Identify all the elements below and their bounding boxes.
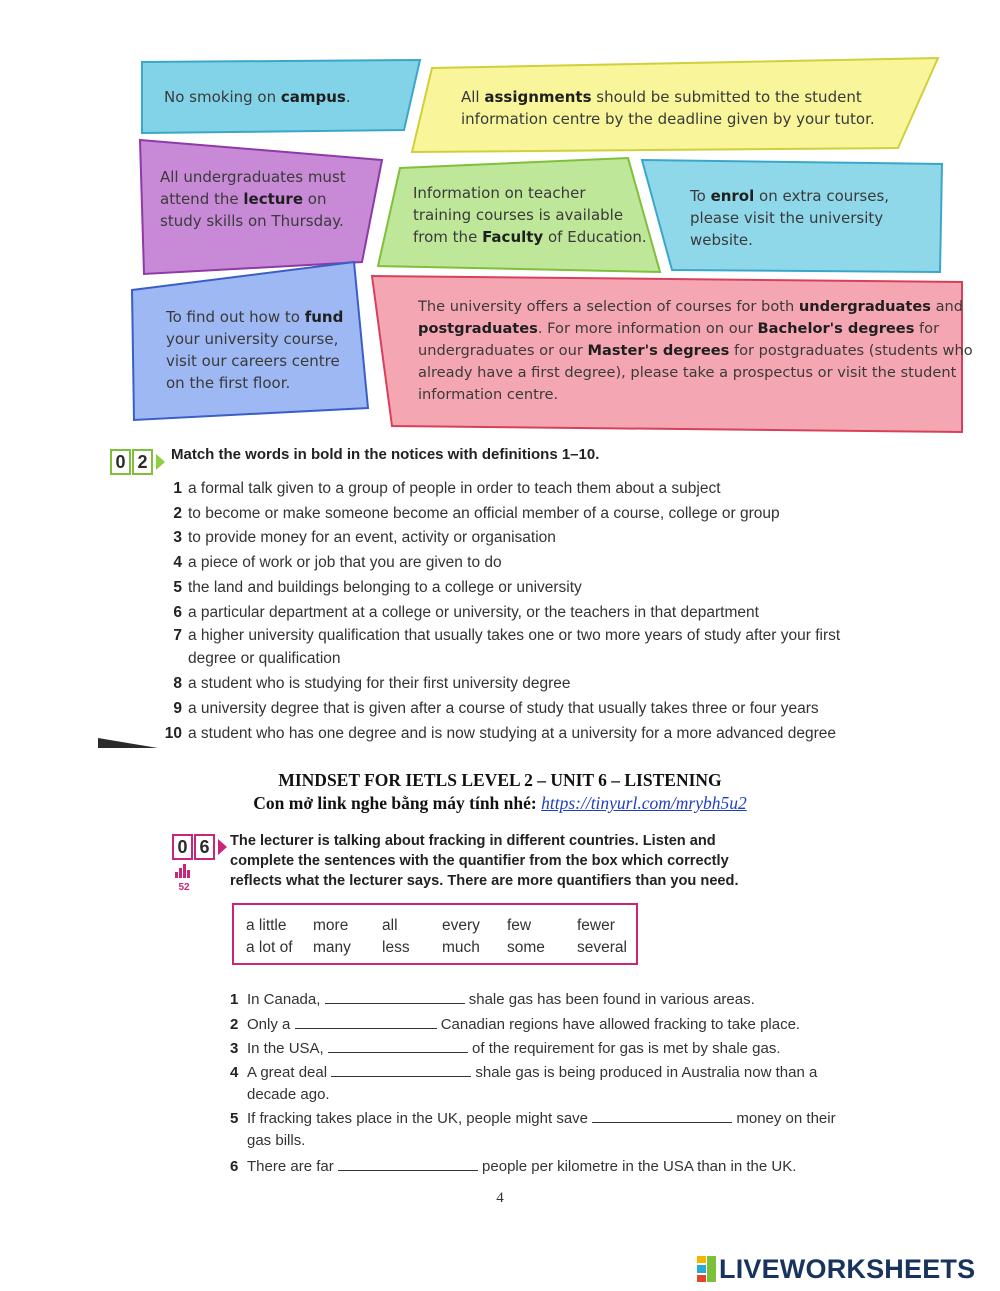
- bold-word: Bachelor's degrees: [757, 320, 915, 337]
- list-item: [164, 601, 924, 626]
- list-item: [164, 576, 924, 601]
- notice-text: Information on teacher: [413, 184, 586, 202]
- liveworksheets-logo[interactable]: [697, 1254, 975, 1284]
- track-number: 52: [178, 882, 190, 893]
- list-item: [230, 988, 850, 1013]
- item-number: 1: [173, 480, 182, 497]
- item-number: 7: [173, 627, 182, 645]
- list-item: [230, 1037, 850, 1062]
- sentence-text: shale gas has been found in various areas.: [464, 991, 755, 1008]
- bold-word: Master's degrees: [587, 342, 730, 359]
- audio-track: [172, 864, 196, 893]
- list-item: [230, 1108, 847, 1153]
- sentence-text: A great deal: [247, 1063, 332, 1081]
- bold-word: fund: [304, 308, 344, 326]
- item-number: 4: [230, 1063, 239, 1081]
- list-item: [164, 477, 924, 502]
- sentence-text: shale gas is being produced in Australia now than a decade ago.: [247, 1063, 818, 1103]
- answer-blank[interactable]: [328, 1038, 468, 1053]
- item-number: 4: [173, 554, 182, 572]
- quantifier-word: all: [382, 917, 398, 934]
- item-number: 6: [173, 603, 182, 621]
- quantifier-word: few: [507, 917, 532, 934]
- exercise-02-badge: [110, 451, 165, 473]
- page-corner-divider: [98, 738, 158, 748]
- notice-degrees: [418, 296, 973, 406]
- notice-text: on: [303, 190, 327, 208]
- notice-text: on extra courses,: [754, 187, 890, 205]
- play-arrow-icon: [156, 454, 165, 470]
- notice-text: All undergraduates must: [160, 168, 346, 186]
- notice-text: undergraduates or our: [418, 342, 588, 359]
- bold-word: postgraduates: [418, 320, 538, 337]
- notice-text: your university course,: [166, 330, 339, 348]
- badge-digit: 2: [132, 449, 153, 475]
- notice-text: should be submitted to the student: [591, 88, 862, 106]
- item-number: 3: [230, 1040, 239, 1057]
- notice-text: for postgraduates (students who: [729, 342, 973, 359]
- notice-text: already have a first degree), please take a prospectus or visit the student: [418, 364, 957, 381]
- item-number: 5: [230, 1110, 239, 1128]
- bold-word: lecture: [243, 190, 304, 208]
- notice-text: visit our careers centre: [166, 352, 340, 370]
- notice-text: on the first floor.: [166, 374, 291, 392]
- list-item: [164, 672, 924, 697]
- quantifier-word: several: [577, 939, 627, 956]
- notice-text: . For more information on our: [537, 320, 758, 337]
- notice-text: information centre by the deadline given by your tutor.: [461, 110, 875, 128]
- notice-text: from the: [413, 228, 483, 246]
- notice-text: To: [690, 187, 711, 205]
- list-item: [230, 1013, 850, 1038]
- notice-text: attend the: [160, 190, 244, 208]
- page-subtitle: [0, 793, 1000, 814]
- quantifier-word: a little: [246, 917, 287, 934]
- quantifier-word: a lot of: [246, 939, 293, 956]
- badge-digit: 0: [172, 834, 193, 860]
- notice-text: study skills on Thursday.: [160, 212, 344, 230]
- sentences-list: [230, 988, 850, 1179]
- list-item: [230, 1062, 847, 1107]
- quantifier-word: some: [507, 939, 545, 956]
- notice-text: training courses is available: [413, 206, 624, 224]
- instruction-line: reflects what the lecturer says. There are more quantifiers than you need.: [230, 873, 739, 889]
- item-number: 2: [173, 504, 182, 522]
- list-item: [164, 502, 924, 527]
- subtitle-label: Con mở link nghe bằng máy tính nhé:: [253, 793, 542, 813]
- exercise-06-badge: [172, 836, 227, 858]
- item-text: a university degree that is given after a course of study that usually takes three or four years: [188, 699, 819, 717]
- item-text: a piece of work or job that you are given to do: [188, 554, 502, 572]
- sentence-text: people per kilometre in the USA than in the UK.: [477, 1157, 797, 1175]
- definitions-list: [164, 477, 924, 746]
- notice-campus: [164, 86, 351, 108]
- page-number: 4: [496, 1190, 504, 1206]
- notice-enrol: [690, 185, 889, 251]
- notice-text: All: [461, 88, 485, 106]
- list-item: [164, 722, 924, 747]
- sentence-text: Only a: [247, 1015, 295, 1033]
- item-text: the land and buildings belonging to a college or university: [188, 578, 582, 596]
- quantifier-word: much: [442, 939, 480, 956]
- quantifier-word: more: [313, 917, 349, 934]
- notice-text: website.: [690, 231, 753, 249]
- badge-digit: 6: [194, 834, 215, 860]
- item-number: 6: [230, 1157, 239, 1175]
- sentence-text: If fracking takes place in the UK, people might save: [247, 1110, 593, 1128]
- bold-word: Faculty: [482, 228, 544, 246]
- item-number: 8: [173, 675, 182, 693]
- logo-blocks-icon: [697, 1256, 717, 1282]
- instruction-line: complete the sentences with the quantifier from the box which correctly: [230, 853, 729, 869]
- notice-faculty: [413, 182, 647, 248]
- notice-text: No smoking on: [164, 88, 281, 106]
- item-number: 9: [173, 699, 182, 717]
- list-item: [164, 697, 924, 722]
- notice-text: .: [345, 88, 351, 106]
- sentence-text: In Canada,: [247, 991, 325, 1008]
- exercise-02-instruction: Match the words in bold in the notices with definitions 1–10.: [171, 446, 600, 463]
- answer-blank[interactable]: [592, 1108, 732, 1123]
- item-text: a particular department at a college or university, or the teachers in that department: [188, 603, 759, 621]
- item-number: 10: [164, 724, 182, 742]
- notice-assignments: [461, 86, 875, 130]
- item-number: 5: [173, 578, 182, 596]
- notice-text: information centre.: [418, 386, 559, 403]
- item-text: to provide money for an event, activity or organisation: [188, 529, 556, 547]
- audio-link[interactable]: https://tinyurl.com/mrybh5u2: [541, 793, 747, 813]
- item-text: to become or make someone become an official member of a course, college or group: [188, 504, 780, 522]
- item-text: a student who has one degree and is now studying at a university for a more advanced degree: [188, 724, 836, 742]
- exercise-06-instruction: [230, 831, 739, 891]
- notice-text: and: [930, 298, 964, 315]
- sentence-text: There are far: [247, 1157, 338, 1175]
- quantifier-word: every: [442, 917, 480, 934]
- notice-text: To find out how to: [166, 308, 305, 326]
- answer-blank[interactable]: [325, 989, 465, 1004]
- notices-area: [0, 0, 1000, 440]
- sentence-text: In the USA,: [247, 1040, 328, 1057]
- notice-text: for: [914, 320, 940, 337]
- notice-text: The university offers a selection of courses for both: [418, 298, 799, 315]
- bold-word: assignments: [484, 88, 592, 106]
- item-number: 3: [173, 529, 182, 547]
- sentence-text: Canadian regions have allowed fracking to take place.: [436, 1015, 801, 1033]
- list-item: [164, 551, 924, 576]
- sentence-text: money on their gas bills.: [247, 1110, 836, 1150]
- item-number: 1: [230, 991, 239, 1008]
- quantifier-box: [232, 903, 638, 965]
- instruction-line: The lecturer is talking about fracking in different countries. Listen and: [230, 833, 716, 849]
- item-text: a higher university qualification that usually takes one or two more years of study after your first degree or qualification: [188, 627, 841, 667]
- notice-text: of Education.: [543, 228, 647, 246]
- list-item: [164, 526, 924, 551]
- notice-lecture: [160, 166, 346, 232]
- bold-word: undergraduates: [798, 298, 931, 315]
- badge-digit: 0: [110, 449, 131, 475]
- brand-name: LIVEWORKSHEETS: [719, 1253, 976, 1284]
- play-arrow-icon: [218, 839, 227, 855]
- notice-fund: [166, 306, 343, 394]
- quantifier-word: less: [382, 939, 410, 956]
- bold-word: enrol: [710, 187, 755, 205]
- notice-text: please visit the university: [690, 209, 884, 227]
- quantifier-word: many: [313, 939, 351, 956]
- item-text: a student who is studying for their first university degree: [188, 675, 571, 693]
- item-number: 2: [230, 1015, 239, 1033]
- answer-blank[interactable]: [338, 1156, 478, 1171]
- answer-blank[interactable]: [331, 1062, 471, 1077]
- list-item: [230, 1155, 850, 1180]
- answer-blank[interactable]: [295, 1014, 437, 1029]
- sentence-text: of the requirement for gas is met by shale gas.: [467, 1040, 781, 1057]
- quantifier-word: fewer: [577, 917, 615, 934]
- audio-bars-icon: [174, 864, 194, 878]
- page-title: MINDSET FOR IETLS LEVEL 2 – UNIT 6 – LISTENING: [278, 770, 722, 790]
- bold-word: campus: [280, 88, 346, 106]
- list-item: [164, 625, 888, 670]
- item-text: a formal talk given to a group of people in order to teach them about a subject: [188, 480, 721, 497]
